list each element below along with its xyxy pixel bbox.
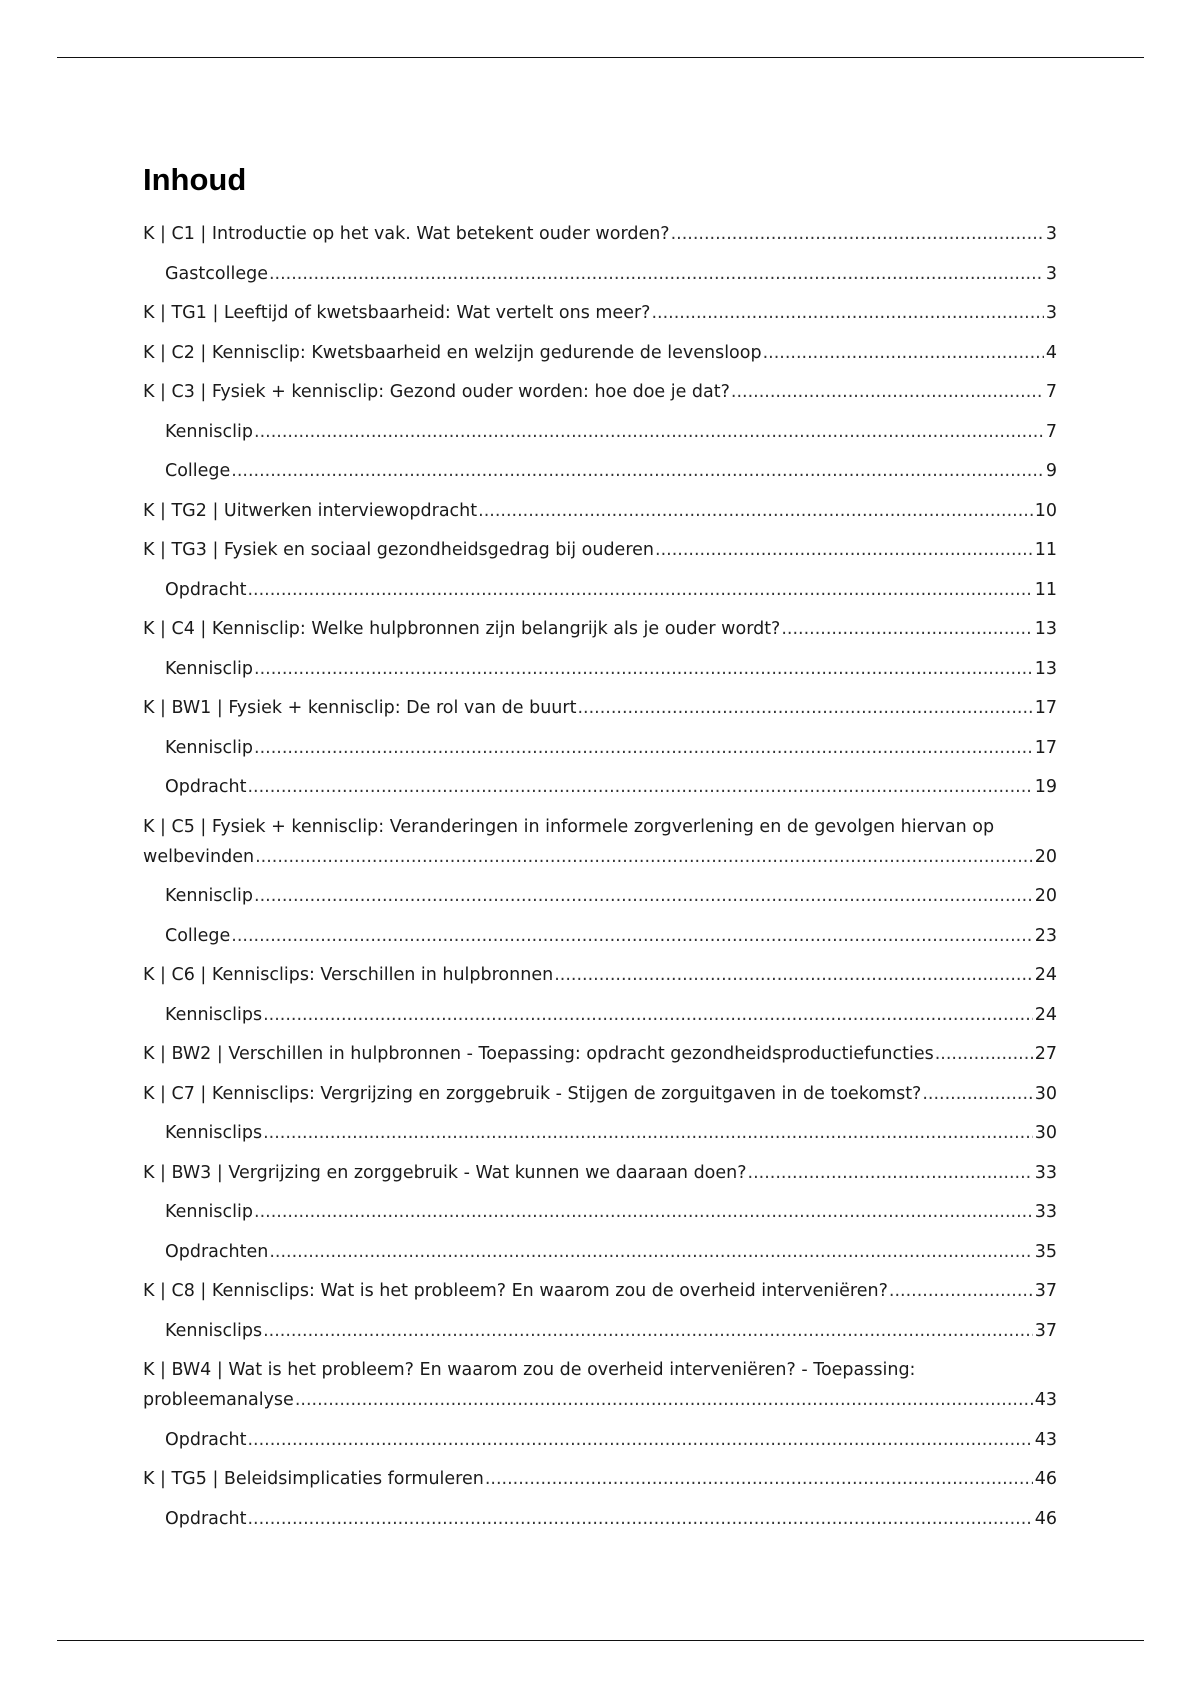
toc-entry-page: 24 bbox=[1033, 960, 1057, 990]
toc-entry-page: 17 bbox=[1033, 693, 1057, 723]
toc-entry-title: K | TG2 | Uitwerken interviewopdracht ..... bbox=[143, 501, 479, 521]
toc-entry[interactable] bbox=[143, 654, 1057, 684]
toc-entry[interactable] bbox=[143, 417, 1057, 447]
toc-entry[interactable] bbox=[143, 496, 1057, 526]
toc-entry-page: 3 bbox=[1044, 298, 1057, 328]
toc-entry-title: Kennisclips ..... bbox=[165, 1321, 264, 1341]
toc-entry-page: 19 bbox=[1033, 772, 1057, 802]
toc-entry-page: 43 bbox=[1033, 1425, 1057, 1455]
toc-entry[interactable] bbox=[143, 535, 1057, 565]
toc-entry-page: 17 bbox=[1033, 733, 1057, 763]
toc-entry[interactable] bbox=[143, 1425, 1057, 1455]
toc-entry-page: 13 bbox=[1033, 654, 1057, 684]
toc-entry-title: K | BW3 | Vergrijzing en zorggebruik - Wat kunnen we daaraan doen? ..... bbox=[143, 1163, 749, 1183]
toc-entry[interactable] bbox=[143, 921, 1057, 951]
toc-entry[interactable] bbox=[143, 1118, 1057, 1148]
toc-entry-title: K | TG5 | Beleidsimplicaties formuleren ..... bbox=[143, 1469, 486, 1489]
toc-entry[interactable] bbox=[143, 456, 1057, 486]
toc-entry-page: 7 bbox=[1044, 377, 1057, 407]
toc-entry[interactable] bbox=[143, 733, 1057, 763]
toc-entry-page: 20 bbox=[1033, 842, 1057, 872]
toc-entry[interactable] bbox=[143, 1276, 1057, 1306]
toc-entry-title: Opdracht ..... bbox=[165, 1509, 248, 1529]
toc-entry[interactable] bbox=[143, 377, 1057, 407]
toc-entry-page: 3 bbox=[1044, 219, 1057, 249]
toc-entry[interactable] bbox=[143, 1464, 1057, 1494]
toc-entry-page: 24 bbox=[1033, 1000, 1057, 1030]
toc-entry-title: Opdracht ..... bbox=[165, 1430, 248, 1450]
toc-entry-page: 20 bbox=[1033, 881, 1057, 911]
toc-entry[interactable] bbox=[143, 1355, 1057, 1415]
toc-entry[interactable] bbox=[143, 298, 1057, 328]
toc-entry-title: K | C8 | Kennisclips: Wat is het probleem? En waarom zou de overheid interveniëren? ..... bbox=[143, 1281, 890, 1301]
toc-entry[interactable] bbox=[143, 1158, 1057, 1188]
header-rule bbox=[57, 57, 1144, 58]
toc-entry-page: 9 bbox=[1044, 456, 1057, 486]
toc-entry-title: Kennisclips ..... bbox=[165, 1005, 264, 1025]
toc-entry[interactable] bbox=[143, 575, 1057, 605]
toc-entry-page: 27 bbox=[1033, 1039, 1057, 1069]
toc-entry-title: Kennisclip ..... bbox=[165, 886, 255, 906]
toc-entry-title: K | TG3 | Fysiek en sociaal gezondheidsgedrag bij ouderen ..... bbox=[143, 540, 656, 560]
toc-entry-page: 11 bbox=[1033, 575, 1057, 605]
toc-entry-title: K | BW4 | Wat is het probleem? En waarom zou de overheid interveniëren? - Toepassing: probleemanalyse ..... bbox=[143, 1360, 915, 1410]
toc-entry-page: 4 bbox=[1044, 338, 1057, 368]
toc-entry[interactable] bbox=[143, 881, 1057, 911]
toc-entry-title: K | C4 | Kennisclip: Welke hulpbronnen zijn belangrijk als je ouder wordt? ..... bbox=[143, 619, 782, 639]
toc-entry[interactable] bbox=[143, 1000, 1057, 1030]
toc-entry-title: K | C5 | Fysiek + kennisclip: Veranderingen in informele zorgverlening en de gevolgen hiervan op welbevinden ..... bbox=[143, 817, 994, 867]
toc-entry-title: College ..... bbox=[165, 461, 232, 481]
toc-entry[interactable] bbox=[143, 259, 1057, 289]
toc-entry-title: K | C3 | Fysiek + kennisclip: Gezond ouder worden: hoe doe je dat? ..... bbox=[143, 382, 732, 402]
toc-entry-page: 37 bbox=[1033, 1276, 1057, 1306]
toc-entry[interactable] bbox=[143, 338, 1057, 368]
toc-entry-title: Opdracht ..... bbox=[165, 580, 248, 600]
toc-entry-page: 46 bbox=[1033, 1504, 1057, 1534]
toc-entry-title: K | C1 | Introductie op het vak. Wat betekent ouder worden? ..... bbox=[143, 224, 672, 244]
toc-entry-title: Kennisclip ..... bbox=[165, 1202, 255, 1222]
toc-entry-page: 33 bbox=[1033, 1197, 1057, 1227]
toc-entry[interactable] bbox=[143, 693, 1057, 723]
toc-entry[interactable] bbox=[143, 1237, 1057, 1267]
toc-entry-page: 33 bbox=[1033, 1158, 1057, 1188]
toc-entry-page: 43 bbox=[1033, 1385, 1057, 1415]
toc-entry-title: Kennisclip ..... bbox=[165, 422, 255, 442]
toc-entry-page: 3 bbox=[1044, 259, 1057, 289]
toc-entry[interactable] bbox=[143, 219, 1057, 249]
toc-entry-page: 30 bbox=[1033, 1118, 1057, 1148]
toc-entry-title: K | BW1 | Fysiek + kennisclip: De rol van de buurt ..... bbox=[143, 698, 578, 718]
toc-entry-page: 35 bbox=[1033, 1237, 1057, 1267]
toc-entry-title: Opdracht ..... bbox=[165, 777, 248, 797]
toc-entry[interactable] bbox=[143, 1079, 1057, 1109]
toc-entry-title: Kennisclip ..... bbox=[165, 659, 255, 679]
toc-title: Inhoud bbox=[143, 162, 247, 197]
toc-entry-page: 30 bbox=[1033, 1079, 1057, 1109]
table-of-contents bbox=[143, 219, 1057, 1543]
toc-entry-title: Gastcollege ..... bbox=[165, 264, 270, 284]
toc-entry-page: 13 bbox=[1033, 614, 1057, 644]
toc-entry[interactable] bbox=[143, 614, 1057, 644]
toc-entry-page: 46 bbox=[1033, 1464, 1057, 1494]
toc-entry[interactable] bbox=[143, 960, 1057, 990]
toc-entry-title: K | C6 | Kennisclips: Verschillen in hulpbronnen ..... bbox=[143, 965, 555, 985]
toc-entry-page: 11 bbox=[1033, 535, 1057, 565]
toc-entry-title: College ..... bbox=[165, 926, 232, 946]
toc-entry-title: Opdrachten ..... bbox=[165, 1242, 270, 1262]
toc-entry[interactable] bbox=[143, 1504, 1057, 1534]
toc-entry-title: K | TG1 | Leeftijd of kwetsbaarheid: Wat vertelt ons meer? ..... bbox=[143, 303, 652, 323]
footer-rule bbox=[57, 1640, 1144, 1641]
toc-entry-title: Kennisclip ..... bbox=[165, 738, 255, 758]
toc-entry-title: Kennisclips ..... bbox=[165, 1123, 264, 1143]
toc-entry-page: 23 bbox=[1033, 921, 1057, 951]
toc-entry-page: 37 bbox=[1033, 1316, 1057, 1346]
toc-entry[interactable] bbox=[143, 1197, 1057, 1227]
toc-entry-page: 7 bbox=[1044, 417, 1057, 447]
toc-entry[interactable] bbox=[143, 1316, 1057, 1346]
toc-entry[interactable] bbox=[143, 772, 1057, 802]
toc-entry-title: K | BW2 | Verschillen in hulpbronnen - Toepassing: opdracht gezondheidsproductiefuncties ..... bbox=[143, 1044, 936, 1064]
toc-entry-title: K | C7 | Kennisclips: Vergrijzing en zorggebruik - Stijgen de zorguitgaven in de toekomst? ..... bbox=[143, 1084, 923, 1104]
toc-entry-page: 10 bbox=[1033, 496, 1057, 526]
toc-entry[interactable] bbox=[143, 1039, 1057, 1069]
toc-entry-title: K | C2 | Kennisclip: Kwetsbaarheid en welzijn gedurende de levensloop ..... bbox=[143, 343, 764, 363]
toc-entry[interactable] bbox=[143, 812, 1057, 872]
